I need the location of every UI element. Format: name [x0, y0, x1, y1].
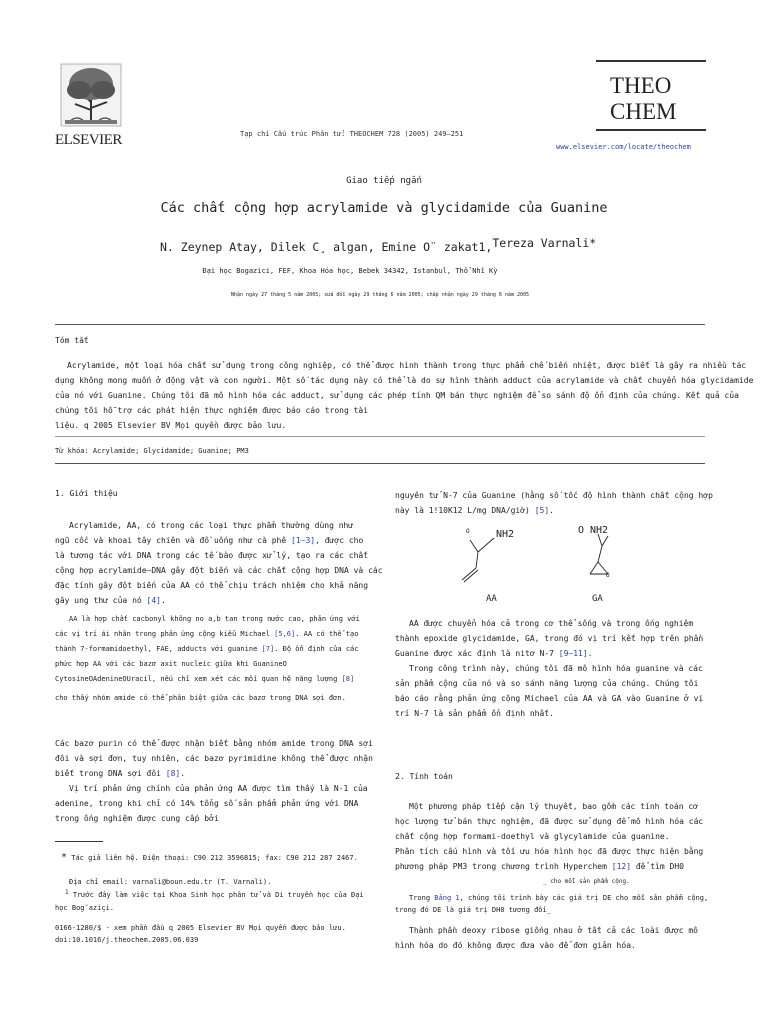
structure-figure [440, 522, 660, 612]
text-line: gây ung thư của nó [4]. [55, 596, 166, 605]
text-line: trí N-7 là sản phẩm ổn định nhất. [395, 709, 554, 718]
text-line: AA là hợp chất cacbonyl không no a,b tan trong nước cao, phản ứng với [69, 615, 360, 623]
footnotes [55, 852, 375, 946]
text-line: chất cộng hợp formami-doethyl và glycylamide của guanine. [395, 832, 670, 841]
authors [160, 236, 597, 254]
article-type: Giao tiếp ngắn [346, 176, 422, 186]
abstract-line: liệu. q 2005 Elsevier BV Mọi quyền được bảo lưu. [55, 421, 287, 430]
text-line: phương pháp PM3 trong chương trình Hyperchem [12] để tìm DH0 [395, 862, 684, 871]
ga-oxygen: O [578, 525, 585, 536]
divider-top [55, 324, 705, 325]
citation-link[interactable]: [8] [341, 675, 355, 683]
citation-link[interactable]: [4] [146, 596, 161, 605]
theochem-brand [596, 60, 706, 132]
text-line: cộng hợp acrylamide–DNA gây đột biến và các chất cộng hợp DNA và các [55, 566, 383, 575]
citation-link[interactable]: [7] [261, 645, 275, 653]
footnote-email: Địa chỉ email: varnali@boun.edu.tr (T. Varnali). [69, 878, 272, 886]
text-line: trong ống nghiệm được cung cấp bởi [55, 814, 219, 823]
text-line: đặc tính gây đột biến của AA có thể chịu trách nhiệm cho khả năng [55, 581, 369, 590]
acrylamide-structure [440, 522, 660, 612]
text-line: Acrylamide, AA, có trong các loại thực phẩm thường dùng như [69, 521, 354, 530]
footnote-affiliation: 1 Trước đây làm việc tại Khoa Sinh học phân tử và Di truyền học của Đại [65, 889, 364, 899]
right-paragraph-1 [395, 488, 715, 518]
text-line: Các bazơ purin có thể được nhận biết bằng nhóm amide trong DNA sợi [55, 739, 373, 748]
elsevier-logo [55, 62, 127, 146]
aa-amine: NH2 [496, 529, 515, 540]
journal-url-link[interactable]: www.elsevier.com/locate/theochem [556, 143, 691, 151]
text-line: Phân tích cấu hình và tối ưu hóa hình học đã được thực hiện bằng [395, 847, 704, 856]
citation-link[interactable]: [5] [534, 506, 550, 515]
text-line: thành epoxide glycidamide, GA, trong đó vị trí kết hợp trên phần [395, 634, 704, 643]
text-line: trong đó DE là giá trị DH0 tương đối_ [395, 906, 551, 914]
corresponding-author: Tereza Varnali* [492, 236, 597, 250]
keywords: Từ khóa: Acrylamide; Glycidamide; Guanine; PM3 [55, 447, 249, 455]
brand-line-2: CHEM [610, 99, 677, 124]
abstract-line: Acrylamide, một loại hóa chất sử dụng trong công nghiệp, có thể được hình thành trong thực phẩm chế biến nhiệt, được biết là gây ra nhiều tác [67, 361, 747, 370]
brand-line-1: THEO [610, 73, 672, 98]
text-line: Guanine được xác định là nitơ N-7 [9–11]. [395, 649, 593, 658]
section-heading-computation: 2. Tính toán [395, 772, 453, 781]
citation-link[interactable]: [5,6] [274, 630, 296, 638]
abstract-line: dụng không mong muốn ở động vật và con người. Một số tác dụng này có thể là do sự hình thành adduct của acrylamide và chất chuyển hóa glycidamide [55, 376, 754, 385]
right-paragraph-3 [395, 799, 715, 874]
elsevier-tree-icon [55, 62, 127, 130]
text-line: Trong công trình này, chúng tôi đã mô hình hóa guanine và các [409, 664, 703, 673]
article-title: Các chất cộng hợp acrylamide và glycidamide của Guanine [160, 200, 608, 216]
text-line: thành 7-formamidoethyl, FAE, adducts với guanine [7]. Độ ổn định của các [55, 645, 359, 653]
text-line: là tương tác với DNA trong các tế bào được xử lý, tạo ra các chất [55, 551, 369, 560]
abstract-body [55, 358, 754, 433]
label-ga: GA [592, 594, 603, 604]
section-heading-intro: 1. Giới thiệu [55, 489, 118, 498]
text-line: Thành phần deoxy ribose giống nhau ở tất cả các loài được mô [409, 926, 698, 935]
text-line: hình hóa do đó không được đưa vào để đơn giản hóa. [395, 941, 636, 950]
text-line: ngũ cốc và khoai tây chiên và đồ uống như cà phê [1–3], được cho [55, 536, 364, 545]
citation-link[interactable]: [12] [611, 862, 632, 871]
text-line: phức hợp AA với các bazơ axit nucleic giữa khi GuanineO [55, 660, 287, 668]
text-line: Một phương pháp tiếp cận lý thuyết, bao gồm các tính toán cơ [409, 802, 698, 811]
citation-link[interactable]: [8] [165, 769, 181, 778]
abstract-line: của nó với Guanine. Chúng tôi đã mô hình hóa các adduct, sử dụng các phép tính QM bán thực nghiệm để so sánh độ ổn định của chúng. Kết quả của [55, 391, 739, 400]
text-line: biết trong DNA sợi đôi [8]. [55, 769, 186, 778]
journal-line: Tạp chí Cấu trúc Phân tử: THEOCHEM 728 (2005) 249–251 [240, 130, 464, 138]
right-paragraph-4 [395, 892, 715, 916]
doi-line[interactable]: doi:10.1016/j.theochem.2005.06.039 [55, 936, 199, 944]
abstract-heading: Tóm tắt [55, 336, 89, 345]
table-link[interactable]: Bảng 1 [434, 894, 460, 902]
intro-paragraph-2 [55, 612, 365, 706]
intro-paragraph-1 [55, 518, 383, 608]
ga-amine: NH2 [590, 525, 609, 536]
divider-abstract [55, 436, 705, 437]
intro-paragraph-3 [55, 736, 373, 826]
text-line: AA được chuyển hóa cả trong cơ thể sống và trong ống nghiệm [409, 619, 694, 628]
affiliation: Đại học Bogazici, FEF, Khoa Hóa học, Bebek 34342, Istanbul, Thổ Nhĩ Kỳ [202, 267, 498, 275]
abstract-line: chúng tôi hỗ trợ các phát hiện thực nghiệm được báo cáo trong tài [55, 406, 369, 415]
text-line: Trong Bảng 1, chúng tôi trình bày các giá trị DE cho mỗi sản phẩm cộng, [409, 894, 709, 902]
right-paragraph-2 [395, 616, 715, 721]
footnote-divider [55, 841, 103, 842]
citation-link[interactable]: [9–11] [558, 649, 588, 658]
divider-main [55, 463, 705, 464]
footnote-affiliation-cont: học Bog˘aziçi. [55, 904, 115, 912]
text-line: nguyên tử N-7 của Guanine (hằng số tốc độ hình thành chất cộng hợp [395, 491, 713, 500]
text-line: CytosineOAdenineOUracil, nếu chỉ xem xét các mối quan hệ năng lượng [8] [55, 675, 355, 683]
citation-link[interactable]: [1–3] [291, 536, 316, 545]
publisher-name: ELSEVIER [55, 132, 122, 148]
issn-line: 0166-1280/$ - xem phần đầu q 2005 Elsevier BV Mọi quyền được bảo lưu. [55, 924, 346, 932]
text-line: các vị trí ái nhân trong phản ứng cộng kiểu Michael [5,6]. AA có thể tạo [55, 630, 359, 638]
label-aa: AA [486, 594, 497, 604]
received-dates: Nhận ngày 27 tháng 5 năm 2005; sửa đổi ngày 29 tháng 6 năm 2005; chấp nhận ngày 29 tháng 6 năm 2005 [230, 292, 529, 298]
text-line: đôi và sợi đơn, tuy nhiên, các bazơ pyrimidine không thể được nhận [55, 754, 373, 763]
text-line: sản phẩm cộng của nó và so sánh năng lượng của chúng. Chúng tôi [395, 679, 699, 688]
right-paragraph-5 [395, 923, 715, 953]
author-list: N. Zeynep Atay, Dilek C¸ algan, Emine O¨ zakat1, [160, 240, 493, 254]
text-line: Vị trí phản ứng chính của phản ứng AA được tìm thấy là N-1 của [69, 784, 368, 793]
text-line: báo cáo rằng phản ứng cộng Michael của AA và GA vào Guanine ở vị [395, 694, 704, 703]
text-line: này là 1!10K12 L/mg DNA/giờ) [5]. [395, 506, 554, 515]
right-paragraph-3-tail: _ cho mỗi sản phẩm cộng. [543, 878, 630, 885]
text-line: học lượng tử bán thực nghiệm, đã được sử dụng để mô hình hóa các [395, 817, 704, 826]
footnote-corresponding: * Tác giả liên hệ. Điện thoại: C90 212 3596815; fax: C90 212 287 2467. [61, 852, 358, 863]
text-line: cho thấy nhóm amide có thể phân biệt giữa các bazơ trong DNA sợi đơn. [55, 694, 346, 702]
text-line: adenine, trong khi chỉ có 14% tổng số sản phẩm phản ứng với DNA [55, 799, 359, 808]
ga-ring-oxygen: O [606, 572, 610, 579]
aa-oxygen: O [466, 528, 470, 535]
